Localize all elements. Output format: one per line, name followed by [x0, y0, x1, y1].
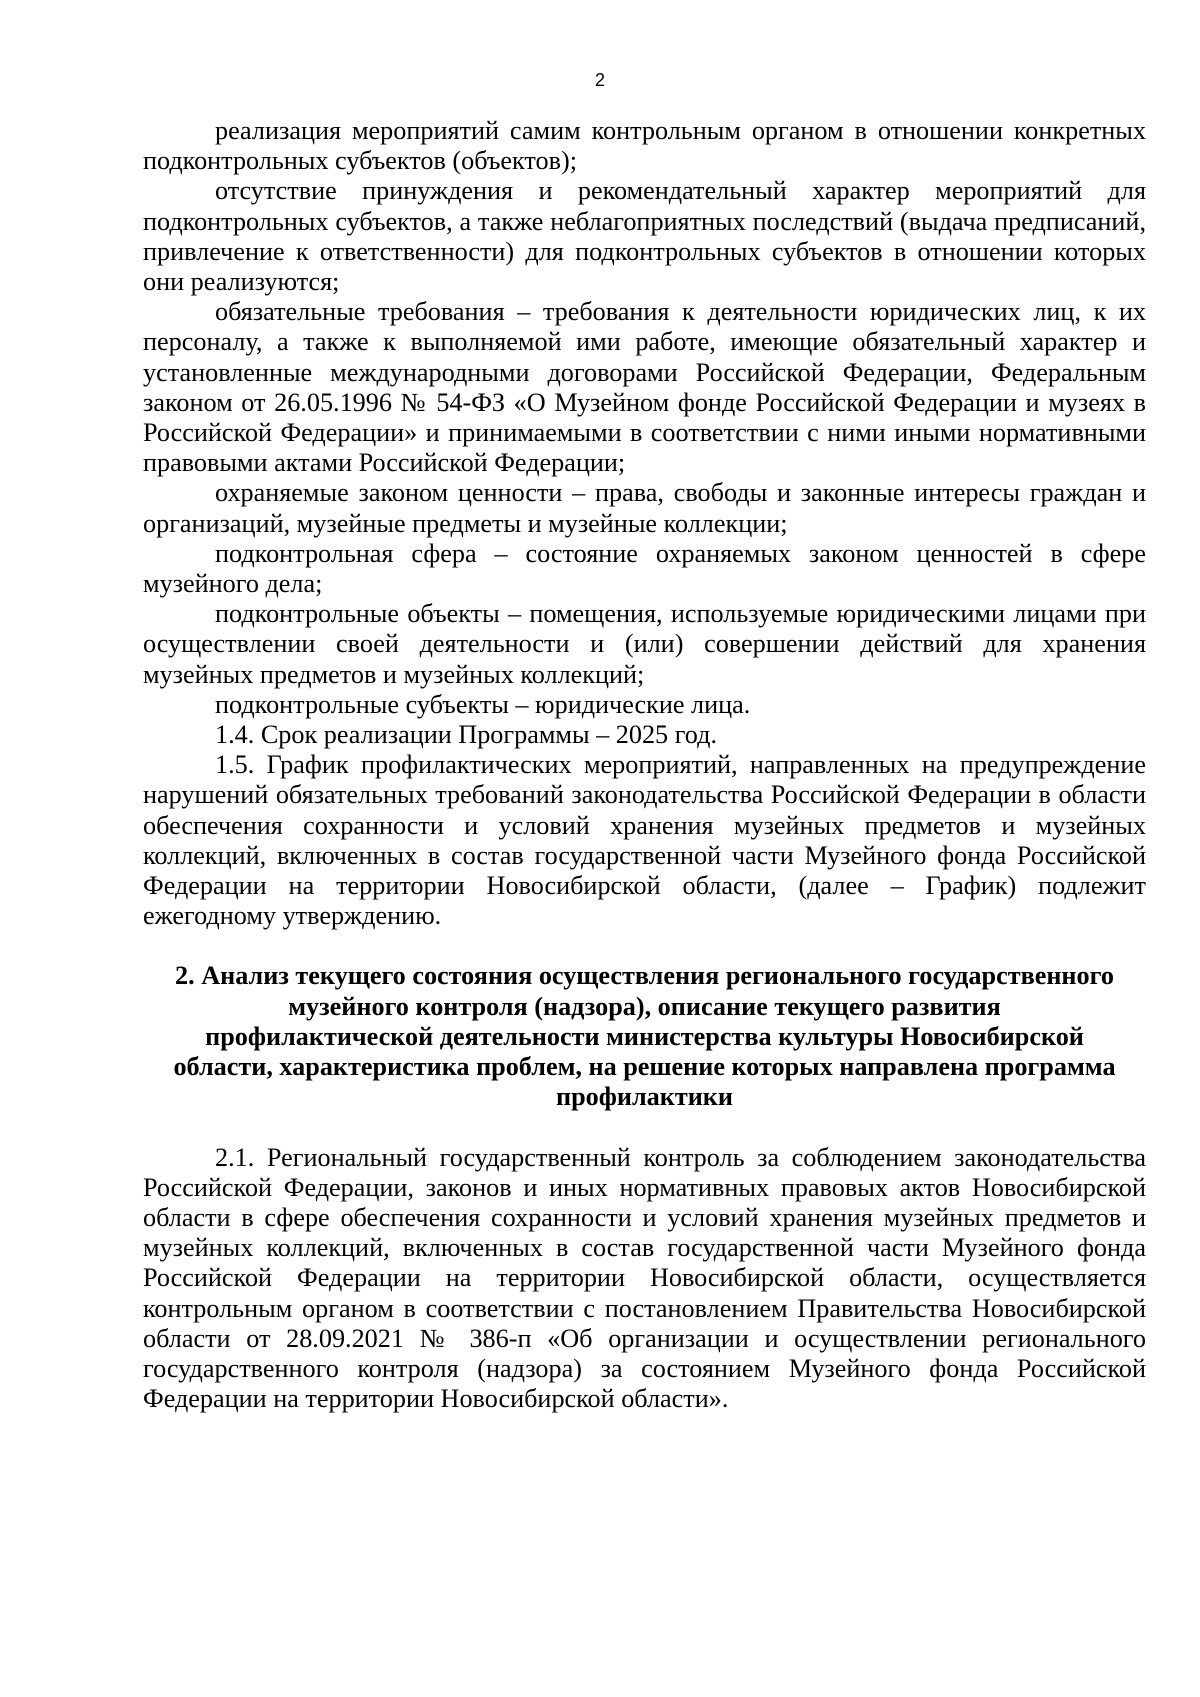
paragraph: реализация мероприятий самим контрольным органом в отношении конкретных подконтрольных субъектов (объектов); — [143, 116, 1146, 176]
page-number: 2 — [594, 70, 605, 90]
paragraph: обязательные требования – требования к деятельности юридических лиц, к их персоналу, а также к выполняемой ими работе, имеющие обязательный характер и установленные международными договорами Российской Федерации, Федеральным законом от 26.05.1996 № 54-ФЗ «О Музейном фонде Российской Федерации и музеях в Российской Федерации» и принимаемыми в соответствии с ними иными нормативными правовыми актами Российской Федерации; — [143, 297, 1146, 478]
paragraph: подконтрольная сфера – состояние охраняемых законом ценностей в сфере музейного дела; — [143, 538, 1146, 599]
paragraph: подконтрольные объекты – помещения, используемые юридическими лицами при осуществлении своей деятельности и (или) совершении действий для хранения музейных предметов и музейных коллекций; — [143, 599, 1146, 689]
document-body — [143, 116, 1146, 1414]
paragraph: охраняемые законом ценности – права, свободы и законные интересы граждан и организаций, музейные предметы и музейные коллекции; — [143, 478, 1146, 538]
paragraph: 1.5. График профилактических мероприятий, направленных на предупреждение нарушений обязательных требований законодательства Российской Федерации в области обеспечения сохранности и условий хранения музейных предметов и музейных коллекций, включенных в состав государственной части Музейного фонда Российской Федерации на территории Новосибирской области, (далее – График) подлежит ежегодному утверждению. — [143, 750, 1146, 931]
paragraph: подконтрольные субъекты – юридические лица. — [215, 689, 751, 719]
paragraph: отсутствие принуждения и рекомендательный характер мероприятий для подконтрольных субъектов, а также неблагоприятных последствий (выдача предписаний, привлечение к ответственности) для подконтрольных субъектов в отношении которых они реализуются; — [143, 176, 1146, 297]
paragraph: 1.4. Срок реализации Программы – 2025 год. — [215, 720, 717, 750]
paragraph: 2.1. Региональный государственный контроль за соблюдением законодательства Российской Федерации, законов и иных нормативных правовых актов Новосибирской области в сфере обеспечения сохранности и условий хранения музейных предметов и музейных коллекций, включенных в состав государственной части Музейного фонда Российской Федерации на территории Новосибирской области, осуществляется контрольным органом в соответствии с постановлением Правительства Новосибирской области от 28.09.2021 № 386-п «Об организации и осуществлении регионального государственного контроля (надзора) за состоянием Музейного фонда Российской Федерации на территории Новосибирской области». — [143, 1142, 1146, 1414]
section-heading: 2. Анализ текущего состояния осуществления регионального государственного музейного контроля (надзора), описание текущего развития профилактической деятельности министерства культуры Новосибирской области, характеристика проблем, на решение которых направлена программа профилактики — [173, 961, 1116, 1112]
